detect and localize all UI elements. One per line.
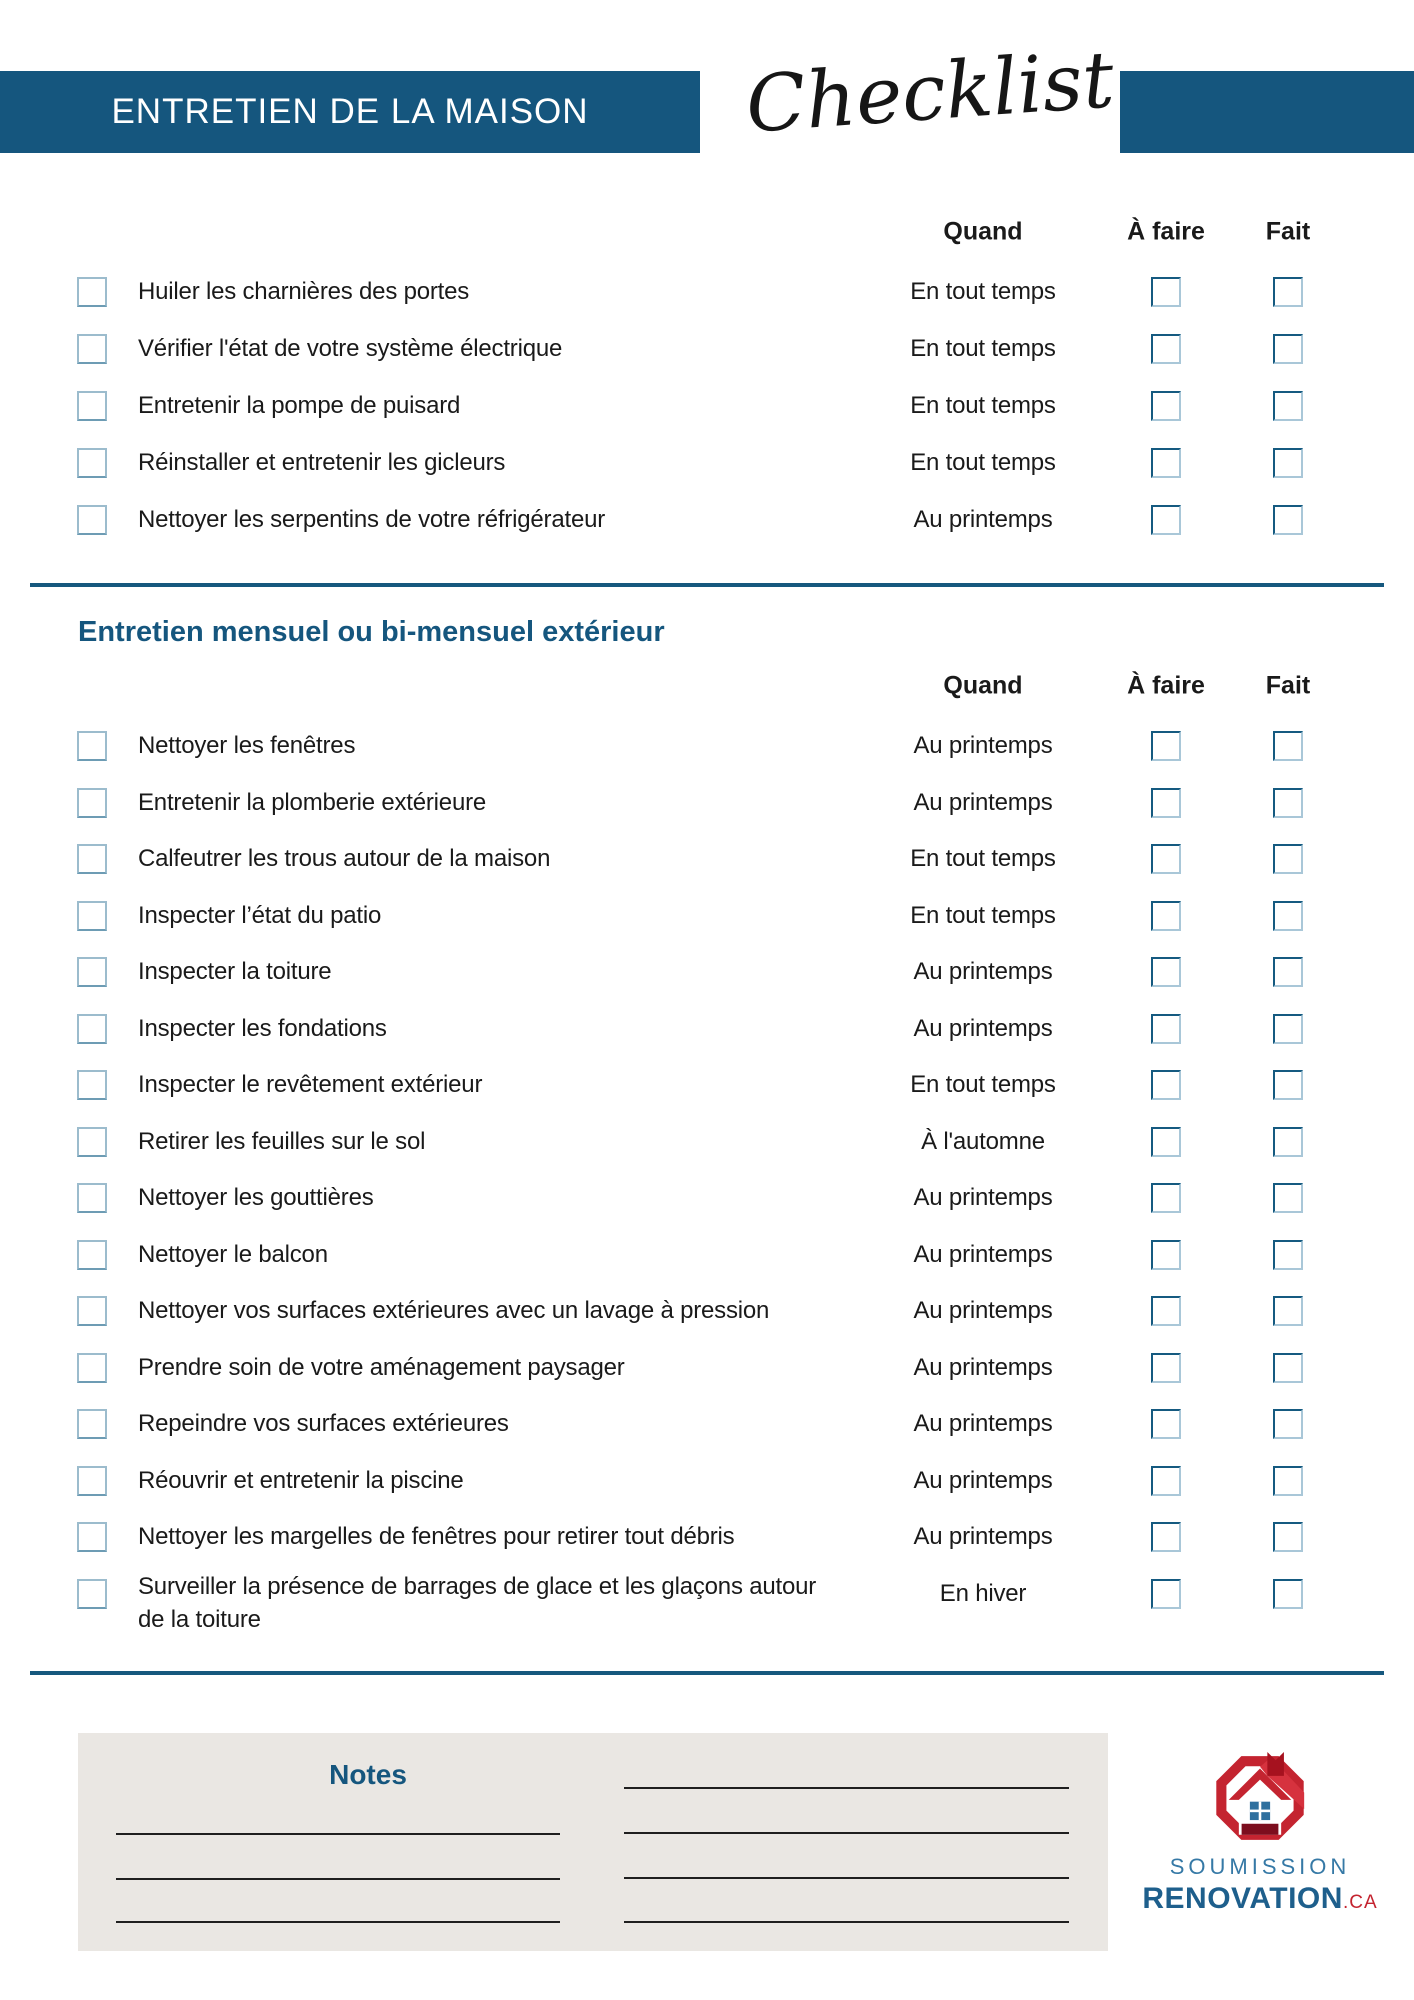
header-bar-right bbox=[1120, 71, 1414, 153]
item-quand-value: Au printemps bbox=[913, 1353, 1053, 1381]
item-label: Huiler les charnières des portes bbox=[138, 277, 470, 305]
note-line bbox=[116, 1921, 560, 1923]
checklist-row bbox=[0, 831, 1414, 888]
item-checkbox[interactable] bbox=[77, 957, 107, 987]
checklist-row bbox=[0, 1114, 1414, 1171]
item-label: Nettoyer les margelles de fenêtres pour retirer tout débris bbox=[138, 1523, 735, 1551]
a-faire-checkbox[interactable] bbox=[1151, 1240, 1181, 1270]
notes-box bbox=[78, 1733, 1108, 1951]
checklist-row bbox=[0, 1453, 1414, 1510]
a-faire-checkbox[interactable] bbox=[1151, 788, 1181, 818]
item-label: Nettoyer vos surfaces extérieures avec un lavage à pression bbox=[138, 1297, 770, 1325]
fait-checkbox[interactable] bbox=[1273, 391, 1303, 421]
note-line bbox=[116, 1833, 560, 1835]
item-quand-value: En tout temps bbox=[910, 901, 1056, 929]
a-faire-checkbox[interactable] bbox=[1151, 844, 1181, 874]
item-label: Entretenir la pompe de puisard bbox=[138, 391, 461, 419]
note-line bbox=[624, 1832, 1069, 1834]
note-line bbox=[624, 1787, 1069, 1789]
column-header-fait: Fait bbox=[1265, 671, 1311, 700]
a-faire-checkbox[interactable] bbox=[1151, 731, 1181, 761]
item-quand-value: Au printemps bbox=[913, 788, 1053, 816]
logo-ca-suffix: .CA bbox=[1342, 1892, 1378, 1913]
a-faire-checkbox[interactable] bbox=[1151, 1522, 1181, 1552]
section1-rows bbox=[0, 263, 1414, 549]
checklist-row bbox=[0, 1566, 1414, 1633]
item-checkbox[interactable] bbox=[77, 1353, 107, 1383]
a-faire-checkbox[interactable] bbox=[1151, 1466, 1181, 1496]
checklist-row bbox=[0, 320, 1414, 377]
page-title: ENTRETIEN DE LA MAISON bbox=[111, 92, 589, 131]
item-quand-value: En hiver bbox=[939, 1579, 1027, 1607]
column-header-quand: Quand bbox=[943, 217, 1023, 246]
item-quand-value: En tout temps bbox=[910, 334, 1056, 362]
logo-renovation-text: RENOVATION.CA bbox=[1142, 1882, 1378, 1915]
item-label: Prendre soin de votre aménagement paysager bbox=[138, 1353, 625, 1381]
item-quand-value: En tout temps bbox=[910, 449, 1056, 477]
item-label: Nettoyer les gouttières bbox=[138, 1184, 374, 1212]
item-checkbox[interactable] bbox=[77, 1240, 107, 1270]
checklist-row bbox=[0, 492, 1414, 549]
item-checkbox[interactable] bbox=[77, 901, 107, 931]
item-label: Réinstaller et entretenir les gicleurs bbox=[138, 449, 506, 477]
item-label: Calfeutrer les trous autour de la maison bbox=[138, 845, 551, 873]
item-checkbox[interactable] bbox=[77, 505, 107, 535]
checklist-row bbox=[0, 1227, 1414, 1284]
item-quand-value: En tout temps bbox=[910, 845, 1056, 873]
a-faire-checkbox[interactable] bbox=[1151, 1353, 1181, 1383]
a-faire-checkbox[interactable] bbox=[1151, 1014, 1181, 1044]
fait-checkbox[interactable] bbox=[1273, 1353, 1303, 1383]
soumission-renovation-logo bbox=[1124, 1752, 1396, 1916]
item-quand-value: Au printemps bbox=[913, 506, 1053, 534]
item-quand-value: Au printemps bbox=[913, 1523, 1053, 1551]
item-label: Entretenir la plomberie extérieure bbox=[138, 788, 487, 816]
checklist-row bbox=[0, 1340, 1414, 1397]
a-faire-checkbox[interactable] bbox=[1151, 1579, 1181, 1609]
fait-checkbox[interactable] bbox=[1273, 1014, 1303, 1044]
item-checkbox[interactable] bbox=[77, 391, 107, 421]
item-checkbox[interactable] bbox=[77, 788, 107, 818]
item-checkbox[interactable] bbox=[77, 1579, 107, 1609]
checklist-row bbox=[0, 1509, 1414, 1566]
a-faire-checkbox[interactable] bbox=[1151, 1183, 1181, 1213]
notes-title: Notes bbox=[329, 1759, 407, 1790]
column-header-quand: Quand bbox=[943, 671, 1023, 700]
item-quand-value: En tout temps bbox=[910, 1071, 1056, 1099]
fait-checkbox[interactable] bbox=[1273, 1466, 1303, 1496]
column-header-a-faire: À faire bbox=[1127, 671, 1205, 700]
item-checkbox[interactable] bbox=[77, 1070, 107, 1100]
section2-rows bbox=[0, 718, 1414, 1633]
item-checkbox[interactable] bbox=[77, 277, 107, 307]
checklist-row bbox=[0, 435, 1414, 492]
fait-checkbox[interactable] bbox=[1273, 731, 1303, 761]
item-quand-value: Au printemps bbox=[913, 1410, 1053, 1438]
a-faire-checkbox[interactable] bbox=[1151, 277, 1181, 307]
item-quand-value: Au printemps bbox=[913, 732, 1053, 760]
section2-heading: Entretien mensuel ou bi-mensuel extérieur bbox=[78, 616, 665, 648]
fait-checkbox[interactable] bbox=[1273, 1296, 1303, 1326]
checklist-row bbox=[0, 888, 1414, 945]
item-quand-value: Au printemps bbox=[913, 1184, 1053, 1212]
a-faire-checkbox[interactable] bbox=[1151, 448, 1181, 478]
house-logo-icon bbox=[1214, 1752, 1306, 1844]
item-label: Retirer les feuilles sur le sol bbox=[138, 1127, 426, 1155]
item-label: Nettoyer les fenêtres bbox=[138, 732, 356, 760]
item-label: Inspecter la toiture bbox=[138, 958, 332, 986]
item-label: Repeindre vos surfaces extérieures bbox=[138, 1410, 509, 1438]
fait-checkbox[interactable] bbox=[1273, 957, 1303, 987]
column-header-a-faire: À faire bbox=[1127, 217, 1205, 246]
fait-checkbox[interactable] bbox=[1273, 1579, 1303, 1609]
note-line bbox=[116, 1878, 560, 1880]
a-faire-checkbox[interactable] bbox=[1151, 391, 1181, 421]
item-checkbox[interactable] bbox=[77, 448, 107, 478]
item-checkbox[interactable] bbox=[77, 1014, 107, 1044]
a-faire-checkbox[interactable] bbox=[1151, 957, 1181, 987]
a-faire-checkbox[interactable] bbox=[1151, 1070, 1181, 1100]
item-label: Nettoyer les serpentins de votre réfrigérateur bbox=[138, 506, 606, 534]
fait-checkbox[interactable] bbox=[1273, 1522, 1303, 1552]
item-checkbox[interactable] bbox=[77, 844, 107, 874]
item-checkbox[interactable] bbox=[77, 731, 107, 761]
note-line bbox=[624, 1877, 1069, 1879]
item-checkbox[interactable] bbox=[77, 1296, 107, 1326]
item-checkbox[interactable] bbox=[77, 1522, 107, 1552]
a-faire-checkbox[interactable] bbox=[1151, 901, 1181, 931]
note-line bbox=[624, 1921, 1069, 1923]
item-label: Surveiller la présence de barrages de glace et les glaçons autour de la toiture bbox=[138, 1572, 817, 1633]
item-checkbox[interactable] bbox=[77, 334, 107, 364]
checklist-row bbox=[0, 1001, 1414, 1058]
item-quand-value: À l'automne bbox=[921, 1127, 1045, 1155]
fait-checkbox[interactable] bbox=[1273, 1127, 1303, 1157]
item-label: Inspecter l’état du patio bbox=[138, 901, 382, 929]
item-checkbox[interactable] bbox=[77, 1466, 107, 1496]
checklist-row bbox=[0, 944, 1414, 1001]
fait-checkbox[interactable] bbox=[1273, 505, 1303, 535]
a-faire-checkbox[interactable] bbox=[1151, 505, 1181, 535]
checklist-row bbox=[0, 1170, 1414, 1227]
checklist-row bbox=[0, 775, 1414, 832]
item-checkbox[interactable] bbox=[77, 1409, 107, 1439]
fait-checkbox[interactable] bbox=[1273, 334, 1303, 364]
item-quand-value: Au printemps bbox=[913, 1466, 1053, 1494]
checklist-row bbox=[0, 1396, 1414, 1453]
item-label: Inspecter le revêtement extérieur bbox=[138, 1071, 483, 1099]
checklist-script-title: Checklist bbox=[743, 35, 1117, 151]
fait-checkbox[interactable] bbox=[1273, 1183, 1303, 1213]
item-label: Nettoyer le balcon bbox=[138, 1240, 328, 1268]
item-label: Réouvrir et entretenir la piscine bbox=[138, 1466, 464, 1494]
item-quand-value: Au printemps bbox=[913, 958, 1053, 986]
column-headers-section2 bbox=[0, 666, 1414, 706]
checklist-row bbox=[0, 263, 1414, 320]
checklist-row bbox=[0, 377, 1414, 434]
checklist-row bbox=[0, 1283, 1414, 1340]
item-checkbox[interactable] bbox=[77, 1127, 107, 1157]
fait-checkbox[interactable] bbox=[1273, 448, 1303, 478]
fait-checkbox[interactable] bbox=[1273, 1409, 1303, 1439]
section-divider-top bbox=[30, 583, 1384, 587]
checklist-row bbox=[0, 718, 1414, 775]
item-checkbox[interactable] bbox=[77, 1183, 107, 1213]
item-quand-value: En tout temps bbox=[910, 277, 1056, 305]
item-label: Vérifier l'état de votre système électrique bbox=[138, 334, 563, 362]
header-bar-left bbox=[0, 71, 700, 153]
item-quand-value: Au printemps bbox=[913, 1014, 1053, 1042]
column-headers-section1 bbox=[0, 212, 1414, 252]
item-quand-value: Au printemps bbox=[913, 1240, 1053, 1268]
fait-checkbox[interactable] bbox=[1273, 1240, 1303, 1270]
column-header-fait: Fait bbox=[1265, 217, 1311, 246]
logo-soumission-text: SOUMISSION bbox=[1169, 1854, 1351, 1879]
checklist-row bbox=[0, 1057, 1414, 1114]
fait-checkbox[interactable] bbox=[1273, 1070, 1303, 1100]
a-faire-checkbox[interactable] bbox=[1151, 1127, 1181, 1157]
item-label: Inspecter les fondations bbox=[138, 1014, 387, 1042]
a-faire-checkbox[interactable] bbox=[1151, 1296, 1181, 1326]
fait-checkbox[interactable] bbox=[1273, 788, 1303, 818]
fait-checkbox[interactable] bbox=[1273, 844, 1303, 874]
fait-checkbox[interactable] bbox=[1273, 277, 1303, 307]
item-quand-value: En tout temps bbox=[910, 391, 1056, 419]
a-faire-checkbox[interactable] bbox=[1151, 1409, 1181, 1439]
item-quand-value: Au printemps bbox=[913, 1297, 1053, 1325]
a-faire-checkbox[interactable] bbox=[1151, 334, 1181, 364]
section-divider-bottom bbox=[30, 1671, 1384, 1675]
fait-checkbox[interactable] bbox=[1273, 901, 1303, 931]
